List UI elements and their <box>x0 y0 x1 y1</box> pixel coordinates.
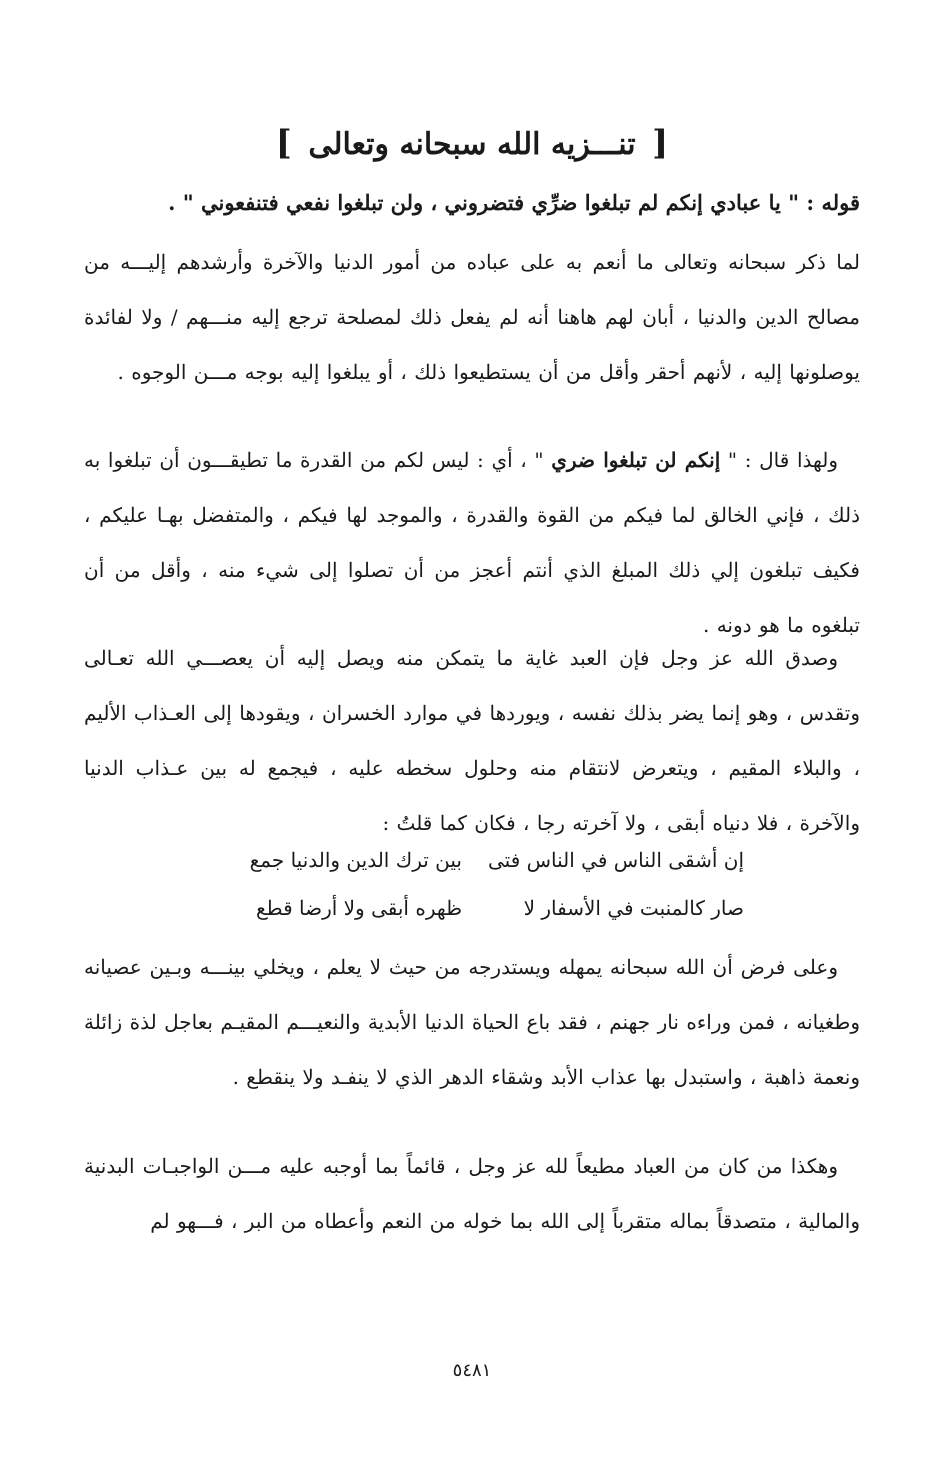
paragraph-2-rest: " ، أي : ليس لكم من القدرة ما تطيقـــون أن تبلغوا به ذلك ، فإني الخالق لما فيكم من القوة والقدرة ، والموجد لها فيكم ، والمتفضل بهـا عليكم ، فكيف تبلغون إلي ذلك المبلغ الذي أنتم أعجز من أن تصلوا إلى شيء منه ، وأقل من أن تبلغوه ما هو دونه . <box>84 448 860 637</box>
paragraph-1 <box>84 235 860 400</box>
paragraph-3 <box>84 631 860 851</box>
page-number: ٥٤٨١ <box>452 1360 492 1381</box>
poem-verse-2 <box>184 886 744 930</box>
verse-1-second-hemistich: بين ترك الدين والدنيا جمع <box>249 848 462 872</box>
quote-label: قوله : <box>806 190 860 215</box>
heading-open-bracket: [ <box>652 123 669 163</box>
verse-2-second-hemistich: ظهره أبقى ولا أرضا قطع <box>256 896 462 920</box>
hadith-quote <box>84 180 860 226</box>
section-heading <box>0 118 944 170</box>
paragraph-1-text: لما ذكر سبحانه وتعالى ما أنعم به على عباده من أمور الدنيا والآخرة وأرشدهم إليـــه من مصالح الدين والدنيا ، أبان لهم هاهنا أنه لم يفعل ذلك لمصلحة ترجع إليه منـــهم / ولا لفائدة يوصلونها إليه ، لأنهم أحقر وأقل من أن يستطيعوا ذلك ، أو يبلغوا إليه بوجه مـــن الوجوه . <box>84 250 860 384</box>
heading-title: تنـــزيه الله سبحانه وتعالى <box>308 127 636 162</box>
paragraph-4-text: وعلى فرض أن الله سبحانه يمهله ويستدرجه من حيث لا يعلم ، ويخلي بينـــه وبـين عصيانه وطغيانه ، فمن وراءه نار جهنم ، فقد باع الحياة الدنيا الأبدية والنعيـــم المقيـم بعاجل لذة زائلة ونعمة ذاهبة ، واستبدل بها عذاب الأبد وشقاء الدهر الذي لا ينفـد ولا ينقطع . <box>84 955 860 1089</box>
paragraph-2-bold-quote: إنكم لن تبلغوا ضري <box>551 448 721 472</box>
paragraph-2-intro: ولهذا قال : " <box>727 448 838 472</box>
paragraph-4 <box>84 940 860 1105</box>
paragraph-2 <box>84 433 860 653</box>
quote-text: " يا عبادي إنكم لم تبلغوا ضرِّي فتضروني ، ولن تبلغوا نفعي فتنفعوني " . <box>168 190 800 215</box>
verse-1-first-hemistich: إن أشقى الناس في الناس فتى <box>487 848 744 872</box>
verse-2-first-hemistich: صار كالمنبت في الأسفار لا <box>523 896 744 920</box>
paragraph-5-text: وهكذا من كان من العباد مطيعاً لله عز وجل ، قائماً بما أوجبه عليه مـــن الواجبـات البدنية والمالية ، متصدقاً بماله متقرباً إلى الله بما خوله من النعم وأعطاه من البر ، فـــهو لم <box>84 1154 860 1233</box>
paragraph-3-text: وصدق الله عز وجل فإن العبد غاية ما يتمكن منه ويصل إليه أن يعصـــي الله تعـالى وتقدس ، وهو إنما يضر بذلك نفسه ، ويوردها في موارد الخسران ، ويقودها إلى العـذاب الأليم ، والبلاء المقيم ، ويتعرض لانتقام منه وحلول سخطه عليه ، فيجمع له بين عـذاب الدنيا والآخرة ، فلا دنياه أبقى ، ولا آخرته رجا ، فكان كما قلتُ : <box>84 646 860 835</box>
poem-verse-1 <box>184 838 744 882</box>
heading-close-bracket: ] <box>275 123 292 163</box>
paragraph-5 <box>84 1139 860 1249</box>
